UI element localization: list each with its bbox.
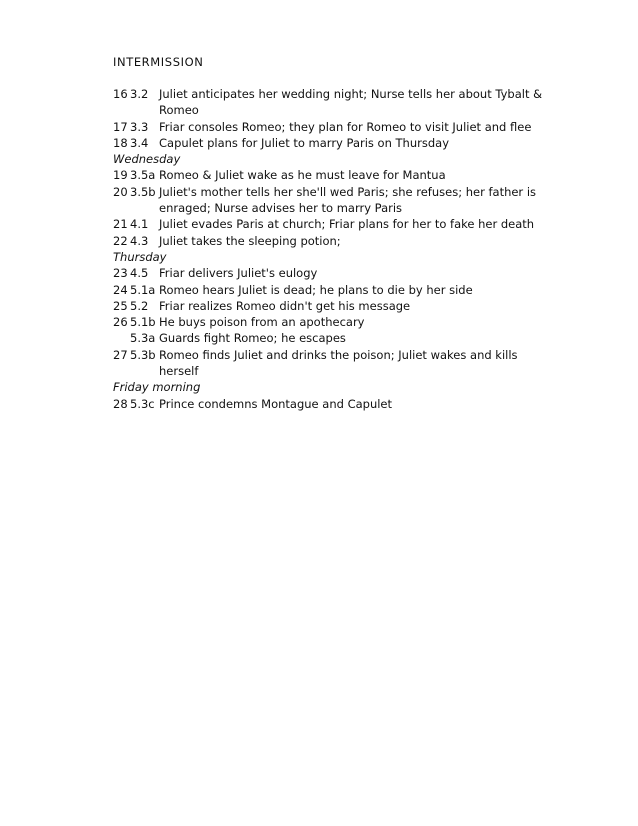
scene-number: 4.3: [130, 233, 149, 248]
scene-description: He buys poison from an apothecary: [159, 315, 365, 330]
scene-number: 5.3c: [130, 396, 155, 411]
scene-entry: [113, 265, 553, 281]
scene-entry: [113, 233, 553, 249]
scene-entry: [113, 119, 553, 135]
scene-entry: [113, 216, 553, 232]
entry-number: 25: [113, 298, 128, 313]
scene-number: 4.5: [130, 266, 149, 281]
scene-number: 5.3a: [130, 331, 156, 346]
scene-entry: [113, 135, 553, 151]
scene-entry: [113, 86, 553, 119]
scene-list: [113, 86, 553, 412]
scene-number: 5.3b: [130, 347, 156, 362]
scene-number: 5.2: [130, 298, 149, 313]
scene-entry: [113, 396, 553, 412]
scene-description-line: Juliet's mother tells her she'll wed Paris; she refuses; her father is: [159, 184, 537, 199]
scene-description: Romeo finds Juliet and drinks the poison; Juliet wakes and kills herself: [159, 347, 518, 379]
scene-description: Juliet takes the sleeping potion;: [159, 233, 341, 248]
scene-description: Friar delivers Juliet's eulogy: [159, 266, 318, 281]
entry-number: 17: [113, 119, 128, 134]
scene-description: [159, 184, 553, 217]
entry-number: 26: [113, 315, 128, 330]
scene-entry: [113, 167, 553, 183]
scene-number: 3.2: [130, 87, 149, 101]
scene-entry: [113, 282, 553, 298]
scene-entry: [113, 298, 553, 314]
scene-entry: [113, 184, 553, 217]
intermission-heading: INTERMISSION: [113, 55, 204, 69]
scene-number: 4.1: [130, 217, 149, 232]
scene-description-line: enraged; Nurse advises her to marry Paris: [159, 201, 403, 216]
scene-number: 3.5a: [130, 168, 156, 183]
day-heading-thursday: Thursday: [113, 249, 167, 264]
scene-description: Guards fight Romeo; he escapes: [159, 331, 346, 346]
entry-number: 27: [113, 347, 128, 362]
entry-number: 28: [113, 396, 128, 411]
scene-description: Juliet evades Paris at church; Friar plans for her to fake her death: [159, 217, 535, 232]
scene-number: 5.1a: [130, 282, 156, 297]
day-heading-wednesday: Wednesday: [113, 152, 181, 167]
scene-description: Romeo & Juliet wake as he must leave for Mantua: [159, 168, 446, 183]
scene-description: Friar consoles Romeo; they plan for Romeo to visit Juliet and flee: [159, 119, 532, 134]
entry-number: 23: [113, 266, 128, 281]
scene-entry: [113, 347, 553, 380]
scene-description: Capulet plans for Juliet to marry Paris on Thursday: [159, 135, 450, 150]
scene-number: 3.5b: [130, 184, 156, 199]
entry-number: 19: [113, 168, 128, 183]
scene-description: [159, 86, 553, 119]
entry-number: 16: [113, 87, 128, 101]
day-heading-friday-morning: Friday morning: [113, 380, 201, 395]
scene-description-line: Romeo: [159, 103, 199, 118]
scene-number: 3.3: [130, 119, 149, 134]
scene-description-line: Juliet anticipates her wedding night; Nurse tells her about Tybalt &: [159, 87, 543, 101]
scene-description: Romeo hears Juliet is dead; he plans to die by her side: [159, 282, 473, 297]
entry-number: 22: [113, 233, 128, 248]
entry-number: 24: [113, 282, 128, 297]
scene-description: Friar realizes Romeo didn't get his message: [159, 298, 411, 313]
scene-description: Prince condemns Montague and Capulet: [159, 396, 393, 411]
scene-entry: [113, 330, 553, 346]
entry-number: 21: [113, 217, 128, 232]
scene-number: 3.4: [130, 135, 149, 150]
entry-number: 20: [113, 184, 128, 199]
scene-entry: [113, 314, 553, 330]
scene-number: 5.1b: [130, 315, 156, 330]
entry-number: 18: [113, 135, 128, 150]
